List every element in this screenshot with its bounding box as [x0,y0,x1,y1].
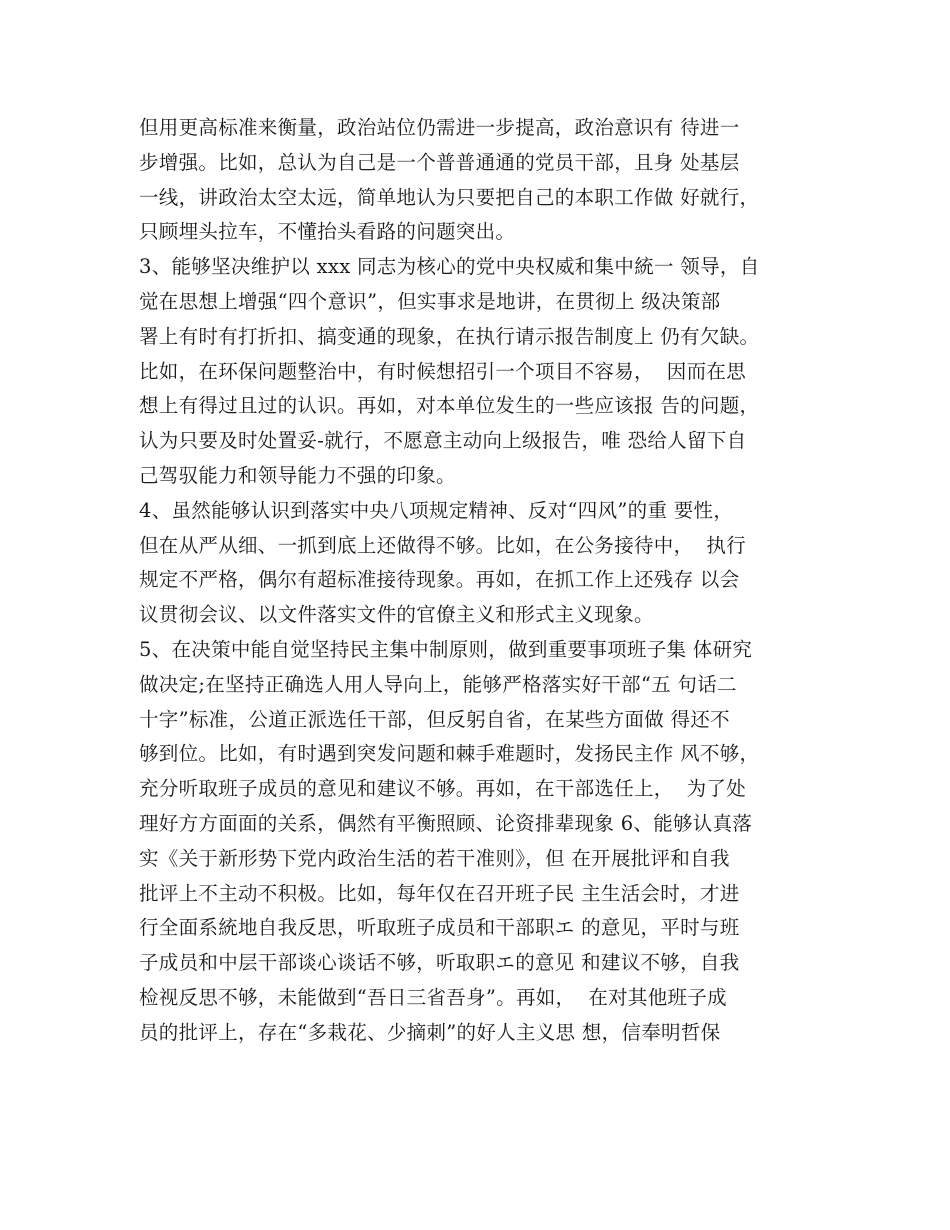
text-line: 十字”标准，公道正派选任干部，但反躬自省，在某些方面做 得还不 [139,707,730,731]
text-line: 4、虽然能够认识到落实中央八项规定精神、反对“四风”的重 要性， [139,498,734,522]
text-line: 理好方方面面的关系，偶然有平衡照顾、论资排辈现象 6、能够认真落 [139,811,753,835]
text-line: 己驾驭能力和领导能力不强的印象。 [139,463,456,487]
text-line: 批评上不主动不积极。比如，每年仅在召开班子民 主生活会时，才进 [139,881,740,905]
text-line: 但在从严从细、一抓到底上还做得不够。比如，在公务接待中， 执行 [139,533,746,557]
text-line: 想上有得过且过的认识。再如，对本单位发生的一些应该报 告的问题， [139,394,760,418]
text-line: 员的批评上，存在“多栽花、少摘刺”的好人主义思 想，信奉明哲保 [139,1020,721,1044]
text-line: 5、在决策中能自觉坚持民主集中制原则，做到重要事项班子集 体研究 [139,637,753,661]
text-line: 认为只要及时处置妥-就行，不愿意主动向上级报告，唯 恐给人留下自 [139,429,747,453]
text-line: 比如，在环保问题整治中，有时候想招引一个项目不容易， 因而在思 [139,359,746,383]
text-line: 充分听取班子成员的意见和建议不够。再如，在干部选任上， 为了处 [139,777,746,801]
text-line: 检视反思不够，未能做到“吾日三省吾身”。再如， 在对其他班子成 [139,985,727,1009]
text-line: 但用更高标准来衡量，政治站位仍需进一步提高，政治意识有 待进一 [139,116,740,139]
text-line: 议贯彻会议、以文件落实文件的官僚主义和形式主义现象。 [139,603,654,627]
text-line: 3、能够坚决维护以 xxx 同志为核心的党中央权威和集中統一 领导，自 [139,255,760,279]
text-line: 一线，讲政治太空太远，简单地认为只要把自己的本职工作做 好就行， [139,185,760,209]
text-line: 步增强。比如，总认为自己是一个普普通通的党员干部，且身 处基层 [139,150,740,174]
text-line: 规定不严格，偶尔有超标准接待现象。再如，在抓工作上还残存 以会 [139,568,740,592]
text-line: 只顾埋头拉车，不懂抬头看路的问题突出。 [139,220,516,244]
document-body-text [139,111,819,1051]
text-line: 行全面系統地自我反思，听取班子成员和干部职エ 的意见，平时与班 [139,916,740,940]
text-line: 觉在思想上增强“四个意识”，但实事求是地讲，在贯彻上 级决策部 [139,289,721,313]
text-line: 够到位。比如，有时遇到突发问题和棘手难题时，发扬民主作 风不够， [139,742,760,766]
text-line: 做决定;在坚持正确选人用人导向上，能够严格落实好干部“五 句话二 [139,672,737,696]
text-line: 署上有时有打折扣、搞变通的现象，在执行请示报告制度上 仍有欠缺。 [139,324,760,348]
text-line: 实《关于新形势下党内政治生活的若干准则》，但 在开展批评和自我 [139,846,730,870]
text-line: 子成员和中层干部谈心谈话不够，听取职エ的意见 和建议不够，自我 [139,951,740,975]
